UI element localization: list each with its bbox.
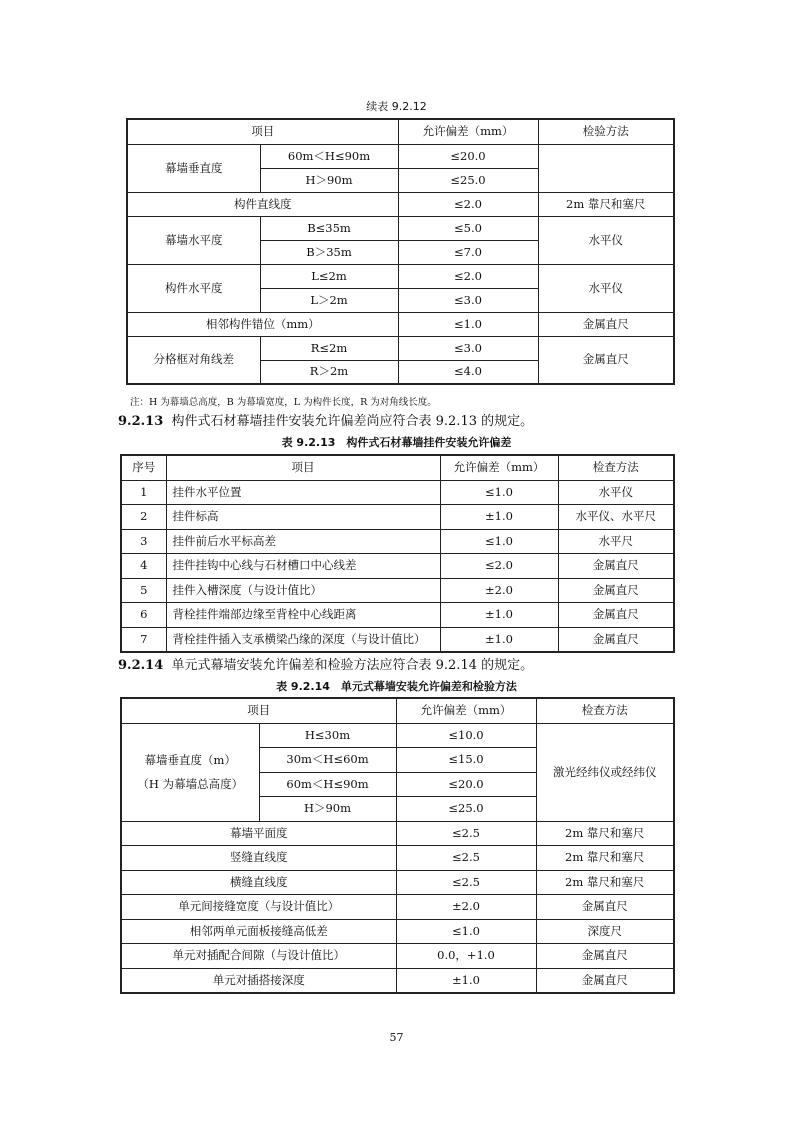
table1-method: 金属直尺: [538, 336, 674, 384]
table2-no: 5: [121, 578, 166, 603]
table1-item: 构件直线度: [127, 192, 398, 216]
table2-caption: 表 9.2.13 构件式石材幕墙挂件安装允许偏差: [281, 436, 512, 449]
table3-item: 幕墙平面度: [121, 821, 396, 846]
table3-value: ±1.0: [396, 968, 536, 993]
table2-no: 7: [121, 627, 166, 652]
table3-item: 相邻两单元面板接缝高低差: [121, 919, 396, 944]
table3-method: 激光经纬仪或经纬仪: [536, 723, 674, 821]
table2-item: 挂件入槽深度（与设计值比）: [166, 578, 440, 603]
table1-method: 2m 靠尺和塞尺: [538, 192, 674, 216]
table1-header-tolerance: 允许偏差（mm）: [398, 119, 538, 144]
table1-condition: H＞90m: [260, 168, 398, 192]
table3-method: 金属直尺: [536, 895, 674, 920]
table2-no: 1: [121, 480, 166, 505]
table1-value: ≤3.0: [398, 336, 538, 360]
table-row: [121, 554, 674, 579]
table1-method: 金属直尺: [538, 312, 674, 336]
table3-value: ≤1.0: [396, 919, 536, 944]
table-row: [121, 895, 674, 920]
table-row: [121, 480, 674, 505]
table1-value: ≤25.0: [398, 168, 538, 192]
table1-value: ≤4.0: [398, 360, 538, 384]
table3-method: 金属直尺: [536, 944, 674, 969]
table1-condition: 60m＜H≤90m: [260, 144, 398, 168]
table3: [120, 697, 675, 994]
table1-value: ≤7.0: [398, 240, 538, 264]
table3-method: 金属直尺: [536, 968, 674, 993]
table3-item: 竖缝直线度: [121, 846, 396, 871]
table2-value: ±1.0: [440, 603, 558, 628]
table1-item: 幕墙水平度: [127, 216, 260, 264]
table3-condition: 60m＜H≤90m: [259, 772, 396, 797]
table-row: [121, 919, 674, 944]
clause-text: 单元式幕墙安装允许偏差和检验方法应符合表 9.2.14 的规定。: [171, 658, 534, 673]
table2-value: ≤1.0: [440, 529, 558, 554]
table3-item-line1: 幕墙垂直度（m）: [144, 753, 236, 767]
table3-value: ≤2.5: [396, 821, 536, 846]
table3-item: 单元对插配合间隙（与设计值比）: [121, 944, 396, 969]
table2-header-item: 项目: [166, 455, 440, 480]
table3-caption: 表 9.2.14 单元式幕墙安装允许偏差和检验方法: [276, 680, 517, 693]
table3-value: ≤15.0: [396, 748, 536, 773]
table1-condition: R＞2m: [260, 360, 398, 384]
table2-header-method: 检查方法: [558, 455, 674, 480]
table3-method: 2m 靠尺和塞尺: [536, 870, 674, 895]
table2-item: 挂件标高: [166, 505, 440, 530]
table1-value: ≤2.0: [398, 264, 538, 288]
table2-value: ±1.0: [440, 505, 558, 530]
table3-item-verticality: [121, 723, 259, 821]
table1-value: ≤1.0: [398, 312, 538, 336]
table-row: [121, 821, 674, 846]
table2-item: 挂件前后水平标高差: [166, 529, 440, 554]
table2: [120, 454, 675, 653]
table2-item: 背栓挂件端部边缘至背栓中心线距离: [166, 603, 440, 628]
table3-method: 2m 靠尺和塞尺: [536, 821, 674, 846]
table-row: [121, 529, 674, 554]
table2-no: 6: [121, 603, 166, 628]
table-row: [121, 968, 674, 993]
clause-9-2-13: [118, 410, 533, 429]
clause-number: 9.2.14: [118, 658, 164, 673]
table1-condition: L＞2m: [260, 288, 398, 312]
table1-method: 水平仪: [538, 216, 674, 264]
table3-method: 2m 靠尺和塞尺: [536, 846, 674, 871]
table-row: [121, 603, 674, 628]
table2-header-no: 序号: [121, 455, 166, 480]
table-row: [121, 944, 674, 969]
table3-value: ≤2.5: [396, 846, 536, 871]
table1-header-item: 项目: [127, 119, 398, 144]
table1-header-method: 检验方法: [538, 119, 674, 144]
table2-item: 挂件水平位置: [166, 480, 440, 505]
table3-item: 横缝直线度: [121, 870, 396, 895]
table3-item: 单元对插搭接深度: [121, 968, 396, 993]
table1-item: 构件水平度: [127, 264, 260, 312]
table-row: [121, 578, 674, 603]
table-row: [121, 870, 674, 895]
table2-no: 4: [121, 554, 166, 579]
table2-no: 2: [121, 505, 166, 530]
table2-value: ±1.0: [440, 627, 558, 652]
table2-method: 金属直尺: [558, 578, 674, 603]
table1: [126, 118, 675, 385]
table1-method: [538, 144, 674, 192]
table1-item: 幕墙垂直度: [127, 144, 260, 192]
table1-item: 分格框对角线差: [127, 336, 260, 384]
table2-method: 水平仪、水平尺: [558, 505, 674, 530]
table3-condition: 30m＜H≤60m: [259, 748, 396, 773]
table-row: [121, 627, 674, 652]
table2-method: 金属直尺: [558, 554, 674, 579]
table1-note: 注：H 为幕墙总高度，B 为幕墙宽度，L 为构件长度，R 为对角线长度。: [130, 397, 437, 408]
table3-method: 深度尺: [536, 919, 674, 944]
table-row: [121, 846, 674, 871]
table-row: [121, 505, 674, 530]
table2-method: 水平尺: [558, 529, 674, 554]
table1-method: 水平仪: [538, 264, 674, 312]
table1-item: 相邻构件错位（mm）: [127, 312, 398, 336]
table1-caption: 续表 9.2.12: [366, 100, 427, 113]
table1-condition: B≤35m: [260, 216, 398, 240]
clause-number: 9.2.13: [118, 414, 164, 429]
clause-text: 构件式石材幕墙挂件安装允许偏差尚应符合表 9.2.13 的规定。: [171, 414, 534, 429]
table3-condition: H≤30m: [259, 723, 396, 748]
clause-9-2-14: [118, 654, 533, 673]
table1-value: ≤3.0: [398, 288, 538, 312]
table3-condition: H＞90m: [259, 797, 396, 822]
table3-value: ≤2.5: [396, 870, 536, 895]
table3-item-line2: （H 为幕墙总高度）: [137, 777, 244, 791]
table2-header-tolerance: 允许偏差（mm）: [440, 455, 558, 480]
table1-condition: L≤2m: [260, 264, 398, 288]
table1-value: ≤5.0: [398, 216, 538, 240]
table2-value: ±2.0: [440, 578, 558, 603]
table2-item: 背栓挂件插入支承横梁凸缘的深度（与设计值比）: [166, 627, 440, 652]
table1-condition: R≤2m: [260, 336, 398, 360]
table1-condition: B＞35m: [260, 240, 398, 264]
table3-value: ±2.0: [396, 895, 536, 920]
table2-method: 水平仪: [558, 480, 674, 505]
table1-value: ≤2.0: [398, 192, 538, 216]
table2-method: 金属直尺: [558, 627, 674, 652]
table2-item: 挂件挂钩中心线与石材槽口中心线差: [166, 554, 440, 579]
table3-header-method: 检查方法: [536, 698, 674, 723]
table2-value: ≤2.0: [440, 554, 558, 579]
table1-value: ≤20.0: [398, 144, 538, 168]
table3-header-item: 项目: [121, 698, 396, 723]
table3-header-tolerance: 允许偏差（mm）: [396, 698, 536, 723]
table3-item: 单元间接缝宽度（与设计值比）: [121, 895, 396, 920]
table2-no: 3: [121, 529, 166, 554]
table2-value: ≤1.0: [440, 480, 558, 505]
page-number: 57: [389, 1031, 404, 1044]
table3-value: ≤20.0: [396, 772, 536, 797]
table3-value: ≤10.0: [396, 723, 536, 748]
table3-value: 0.0，+1.0: [396, 944, 536, 969]
table3-value: ≤25.0: [396, 797, 536, 822]
table2-method: 金属直尺: [558, 603, 674, 628]
